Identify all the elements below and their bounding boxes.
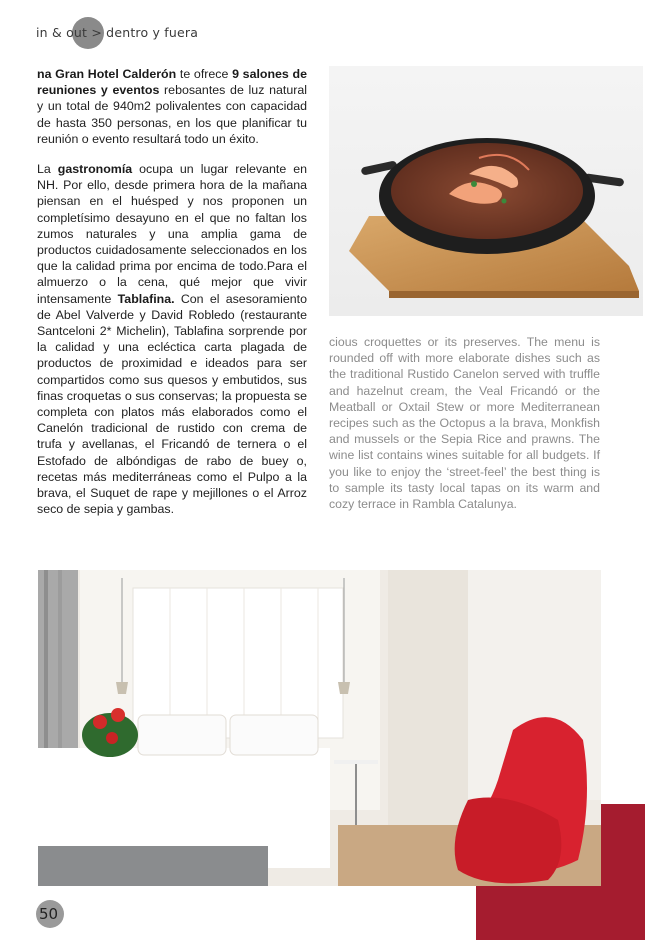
paragraph-meeting-rooms: na Gran Hotel Calderón te ofrece 9 salones de reuniones y eventos rebosantes de luz natural y un total de 940m2 polivalentes con capacidad de hasta 350 personas, en los que planificar tu reunión o evento resultará todo un éxito.	[37, 67, 307, 146]
paella-photo	[329, 66, 643, 316]
section-header	[36, 22, 198, 46]
paragraph-gastronomy: La gastronomía ocupa un lugar relevante en NH. Por ello, desde primera hora de la mañana piensan en el huésped y nos proponen un completísimo desayuno en el que no faltan los zumos naturales y una amplia gama de productos cuidadosamente seleccionados en los que la calidad prima por encima de todo.Para el almuerzo o la cena, qué mejor que vivir intensamente Tablafina. Con el asesoramiento de Abel Valverde y David Robledo (restaurante Santceloni 2* Michelin), Tablafina sorprende por la calidad y una ecléctica carta plagada de productos de proximidad e ideados para ser compartidos como sus quesos y embutidos, sus finas croquetas o sus conservas; la propuesta se completa con platos más elaborados como el Canelón tradicional de rustido con crema de trufa y avellanas, el Fricandó de ternera o el Estofado de albóndigas de rabo de buey o, recetas más mediterráneas como el Pulpo a la brava, el Suquet de rape y mejillones o el Arroz seco de sepia y gambas.	[37, 162, 308, 517]
page-number-badge	[36, 900, 64, 928]
bedroom-illustration	[38, 570, 601, 886]
gastronomy-highlight: gastronomía	[57, 162, 133, 177]
page-number: 50	[39, 905, 59, 923]
paragraph-english: cious croquettes or its preserves. The menu is rounded off with more elaborate dishes such as the traditional Rustido Canelon served with truffle and hazelnut cream, the Veal Fricandó or the Meatball or Oxtail Stew or more Mediterranean recipes such as the Octopus a la brava, Monkfish and mussels or the Sepia Rice and prawns. The wine list contains wines suitable for all budgets. If you like to enjoy the ‘street-feel’ the best thing is to sample its tasty local tapas on its warm and cozy terrace in Rambla Catalunya.	[329, 335, 600, 512]
article-column-right	[329, 334, 600, 526]
hotel-bedroom-photo	[38, 570, 601, 886]
paella-illustration	[329, 66, 643, 316]
section-title: in & out > dentro y fuera	[36, 25, 199, 40]
hotel-name: na Gran Hotel Calderón	[37, 67, 177, 81]
meeting-rooms-highlight: 9 salones de reuniones y eventos	[37, 67, 307, 98]
article-column-left	[37, 66, 307, 531]
tablafina-highlight: Tablafina.	[117, 291, 175, 306]
